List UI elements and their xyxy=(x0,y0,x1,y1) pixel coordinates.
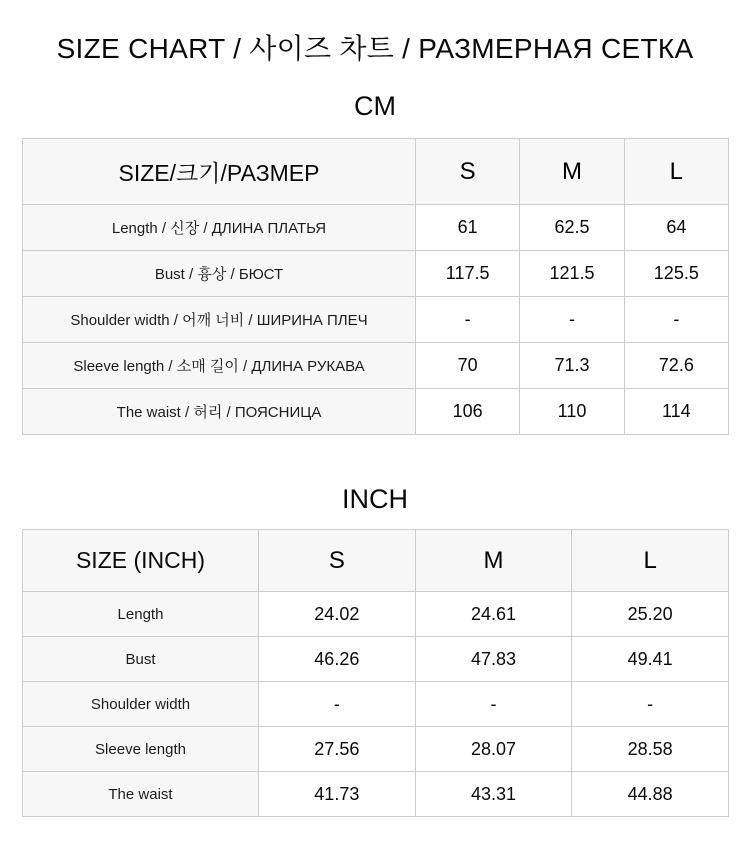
size-header-cell: S xyxy=(416,139,520,205)
row-label-cell: Shoulder width xyxy=(23,682,259,727)
table-row xyxy=(23,389,729,435)
value-cell: 117.5 xyxy=(416,251,520,297)
value-cell: - xyxy=(415,682,572,727)
value-cell: 64 xyxy=(624,205,728,251)
table-row xyxy=(23,297,729,343)
value-cell: - xyxy=(259,682,416,727)
row-label-cell: Length xyxy=(23,592,259,637)
value-cell: 71.3 xyxy=(520,343,624,389)
row-label-cell: Bust xyxy=(23,637,259,682)
value-cell: 28.58 xyxy=(572,727,729,772)
header-row xyxy=(23,139,729,205)
value-cell: - xyxy=(624,297,728,343)
value-cell: 49.41 xyxy=(572,637,729,682)
size-column-header: SIZE (INCH) xyxy=(23,530,259,592)
row-label-cell: Shoulder width / 어깨 너비 / ШИРИНА ПЛЕЧ xyxy=(23,297,416,343)
value-cell: - xyxy=(572,682,729,727)
size-column-header: SIZE/크기/РАЗМЕР xyxy=(23,139,416,205)
row-label-cell: Bust / 흉상 / БЮСТ xyxy=(23,251,416,297)
row-label-cell: Sleeve length xyxy=(23,727,259,772)
table-row xyxy=(23,592,729,637)
cm-size-table xyxy=(22,138,729,435)
value-cell: 27.56 xyxy=(259,727,416,772)
size-header-cell: M xyxy=(520,139,624,205)
size-header-cell: M xyxy=(415,530,572,592)
value-cell: 114 xyxy=(624,389,728,435)
value-cell: 47.83 xyxy=(415,637,572,682)
size-header-cell: S xyxy=(259,530,416,592)
value-cell: 70 xyxy=(416,343,520,389)
table-row xyxy=(23,343,729,389)
value-cell: 43.31 xyxy=(415,772,572,817)
row-label-cell: The waist xyxy=(23,772,259,817)
size-header-cell: L xyxy=(572,530,729,592)
value-cell: 46.26 xyxy=(259,637,416,682)
value-cell: 41.73 xyxy=(259,772,416,817)
value-cell: 24.02 xyxy=(259,592,416,637)
row-label-cell: Sleeve length / 소매 길이 / ДЛИНА РУКАВА xyxy=(23,343,416,389)
page-title: SIZE CHART / 사이즈 차트 / РАЗМЕРНАЯ СЕТКА xyxy=(56,33,694,64)
header-row xyxy=(23,530,729,592)
table-row xyxy=(23,205,729,251)
value-cell: 61 xyxy=(416,205,520,251)
value-cell: 125.5 xyxy=(624,251,728,297)
row-label-cell: The waist / 허리 / ПОЯСНИЦА xyxy=(23,389,416,435)
inch-size-table xyxy=(22,529,729,817)
row-label-cell: Length / 신장 / ДЛИНА ПЛАТЬЯ xyxy=(23,205,416,251)
section-title-inch: INCH xyxy=(342,484,408,514)
value-cell: 24.61 xyxy=(415,592,572,637)
value-cell: 44.88 xyxy=(572,772,729,817)
section-title-cm: CM xyxy=(354,91,396,121)
value-cell: 28.07 xyxy=(415,727,572,772)
value-cell: - xyxy=(520,297,624,343)
table-row xyxy=(23,637,729,682)
table-row xyxy=(23,251,729,297)
table-row xyxy=(23,727,729,772)
size-header-cell: L xyxy=(624,139,728,205)
value-cell: 72.6 xyxy=(624,343,728,389)
value-cell: 62.5 xyxy=(520,205,624,251)
size-chart-page xyxy=(0,27,750,817)
value-cell: - xyxy=(416,297,520,343)
value-cell: 110 xyxy=(520,389,624,435)
value-cell: 106 xyxy=(416,389,520,435)
value-cell: 121.5 xyxy=(520,251,624,297)
table-row xyxy=(23,682,729,727)
table-row xyxy=(23,772,729,817)
value-cell: 25.20 xyxy=(572,592,729,637)
